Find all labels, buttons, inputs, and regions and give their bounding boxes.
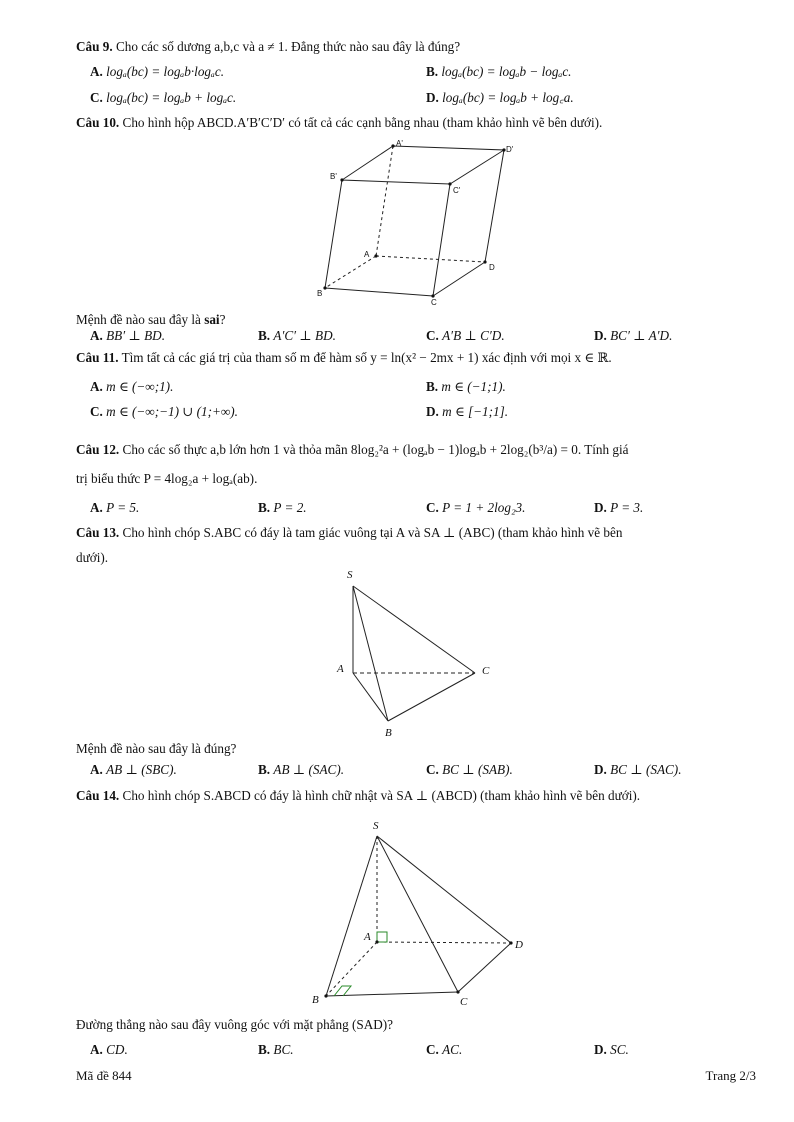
q14-option-b [258,1042,294,1058]
q13-option-b [258,762,344,778]
exam-code: Mã đề 844 [76,1068,132,1083]
q10-option-d [594,328,672,344]
q11-label: Câu 11. [76,350,119,365]
page-number: Trang 2/3 [705,1068,756,1083]
q9-option-b-letter: B. [426,64,439,79]
q14-prompt: Đường thẳng nào sau đây vuông góc với mặt phẳng (SAD)? [76,1017,394,1032]
q9-label: Câu 9. [76,39,113,54]
q13-stem-line1 [76,525,622,541]
q9-option-b-text: logₐ(bc) = logₐb − logₐc. [441,64,572,79]
q9-option-c [90,90,236,106]
q10-option-a [90,328,165,344]
q10-option-c-text: A′B ⊥ C′D. [442,328,505,343]
q14-option-b-letter: B. [258,1042,271,1057]
q10-vertex-c: C [431,298,437,307]
q13-option-a [90,762,177,778]
q12-option-d [594,500,643,516]
q12-stem-line1 [76,442,629,458]
q14-option-a-text: CD. [106,1042,128,1057]
q14-vertex-a: A [364,931,371,943]
q14-option-b-text: BC. [273,1042,294,1057]
q12-text-line1: Cho các số thực a,b lớn hơn 1 và thỏa mãn 8log₂²a + (logₐb − 1)logₐb + 2log₂(b³/a) = 0. Tính giá [122,442,629,457]
q13-option-a-letter: A. [90,762,103,777]
q10-vertex-d: D [489,263,495,272]
q11-option-d-letter: D. [426,404,439,419]
q9-option-c-text: logₐ(bc) = logₐb + logₐc. [106,90,237,105]
q14-option-a-letter: A. [90,1042,103,1057]
q12-option-b [258,500,307,516]
q11-option-c-letter: C. [90,404,103,419]
q12-label: Câu 12. [76,442,120,457]
q13-option-c-letter: C. [426,762,439,777]
q12-option-b-text: P = 2. [273,500,307,515]
q10-vertex-b: B [317,289,323,298]
q10-option-b-letter: B. [258,328,271,343]
q13-option-a-text: AB ⊥ (SBC). [106,762,177,777]
q11-option-b-text: m ∈ (−1;1). [441,379,506,394]
q12-stem-line2: trị biểu thức P = 4log₂a + logₐ(ab). [76,471,258,486]
q10-prompt-text: Mệnh đề nào sau đây là [76,312,205,327]
q11-option-b [426,379,506,395]
q12-option-a [90,500,139,516]
q10-option-b [258,328,336,344]
q14-option-c [426,1042,462,1058]
q12-option-a-letter: A. [90,500,103,515]
q10-stem [76,115,602,131]
q14-right-angle-b [334,986,351,996]
q10-option-d-letter: D. [594,328,607,343]
q12-option-c [426,500,525,516]
q14-stem [76,788,640,804]
q9-option-c-letter: C. [90,90,103,105]
q11-option-a-letter: A. [90,379,103,394]
q9-text: Cho các số dương a,b,c và a ≠ 1. Đẳng thức nào sau đây là đúng? [115,39,461,54]
q9-option-d-letter: D. [426,90,439,105]
q11-option-d [426,404,508,420]
q13-option-d-letter: D. [594,762,607,777]
q14-option-d-letter: D. [594,1042,607,1057]
q13-vertex-a: A [337,663,344,675]
q14-vertex-d: D [515,939,523,951]
q14-option-a [90,1042,128,1058]
q13-option-d-text: BC ⊥ (SAC). [610,762,682,777]
q14-option-d [594,1042,629,1058]
q11-option-a [90,379,173,395]
q12-option-d-text: P = 3. [610,500,644,515]
q13-option-c [426,762,513,778]
q14-text: Cho hình chóp S.ABCD có đáy là hình chữ nhật và SA ⊥ (ABCD) (tham khảo hình vẽ bên dưới). [122,788,641,803]
q13-text-line1: Cho hình chóp S.ABC có đáy là tam giác vuông tại A và SA ⊥ (ABC) (tham khảo hình vẽ bên [122,525,623,540]
q10-text: Cho hình hộp ABCD.A′B′C′D′ có tất cả các cạnh bằng nhau (tham khảo hình vẽ bên dưới). [122,115,603,130]
q10-option-a-letter: A. [90,328,103,343]
q10-option-c-letter: C. [426,328,439,343]
q10-option-c [426,328,505,344]
q13-option-d [594,762,682,778]
q10-prompt-bold: sai [204,312,220,327]
q10-parallelepiped-figure [300,136,530,308]
q14-right-angle-a [377,932,387,942]
q9-option-d-text: logₐ(bc) = logₐb + log꜀a. [442,90,574,105]
q9-option-a-letter: A. [90,64,103,79]
q10-label: Câu 10. [76,115,120,130]
q11-option-a-text: m ∈ (−∞;1). [106,379,174,394]
q13-stem-line2: dưới). [76,550,109,565]
q14-vertex-c: C [460,996,468,1008]
q10-option-b-text: A′C′ ⊥ BD. [273,328,336,343]
q9-option-a [90,64,224,80]
q14-option-c-text: AC. [442,1042,463,1057]
q10-prompt-end: ? [219,312,226,327]
q14-pyramid-figure [300,812,540,1010]
q11-option-d-text: m ∈ [−1;1]. [442,404,509,419]
q9-option-d [426,90,574,106]
q12-option-c-letter: C. [426,500,439,515]
q10-vertex-a: A [364,250,370,259]
q14-vertex-s: S [373,820,379,832]
q12-option-c-text: P = 1 + 2log₂3. [442,500,526,515]
q10-option-d-text: BC′ ⊥ A′D. [610,328,673,343]
q10-option-a-text: BB′ ⊥ BD. [106,328,165,343]
q13-option-b-text: AB ⊥ (SAC). [273,762,345,777]
q11-text: Tìm tất cả các giá trị của tham số m để hàm số y = ln(x² − 2mx + 1) xác định với mọi x ∈ ℝ. [121,350,612,365]
q12-option-d-letter: D. [594,500,607,515]
q13-vertex-b: B [385,727,392,739]
q11-option-c-text: m ∈ (−∞;−1) ∪ (1;+∞). [106,404,238,419]
q13-vertex-s: S [347,569,353,581]
q13-vertex-c: C [482,665,490,677]
q10-vertex-d-prime: D' [506,145,514,154]
q13-label: Câu 13. [76,525,120,540]
q10-vertex-c-prime: C' [453,186,461,195]
q9-stem [76,39,460,55]
q9-option-a-text: logₐ(bc) = logₐb·logₐc. [106,64,225,79]
q12-option-b-letter: B. [258,500,271,515]
q13-prompt: Mệnh đề nào sau đây là đúng? [76,741,237,756]
q14-option-d-text: SC. [610,1042,629,1057]
q14-option-c-letter: C. [426,1042,439,1057]
q10-vertex-b-prime: B' [330,172,337,181]
q14-vertex-b: B [312,994,319,1006]
q13-pyramid-figure [330,566,500,742]
q10-prompt [76,312,225,328]
q11-option-c [90,404,238,420]
q13-option-c-text: BC ⊥ (SAB). [442,762,513,777]
q11-option-b-letter: B. [426,379,439,394]
q12-option-a-text: P = 5. [106,500,140,515]
q14-label: Câu 14. [76,788,120,803]
q13-option-b-letter: B. [258,762,271,777]
q10-vertex-a-prime: A' [396,139,403,148]
q11-stem [76,350,612,366]
q9-option-b [426,64,571,80]
